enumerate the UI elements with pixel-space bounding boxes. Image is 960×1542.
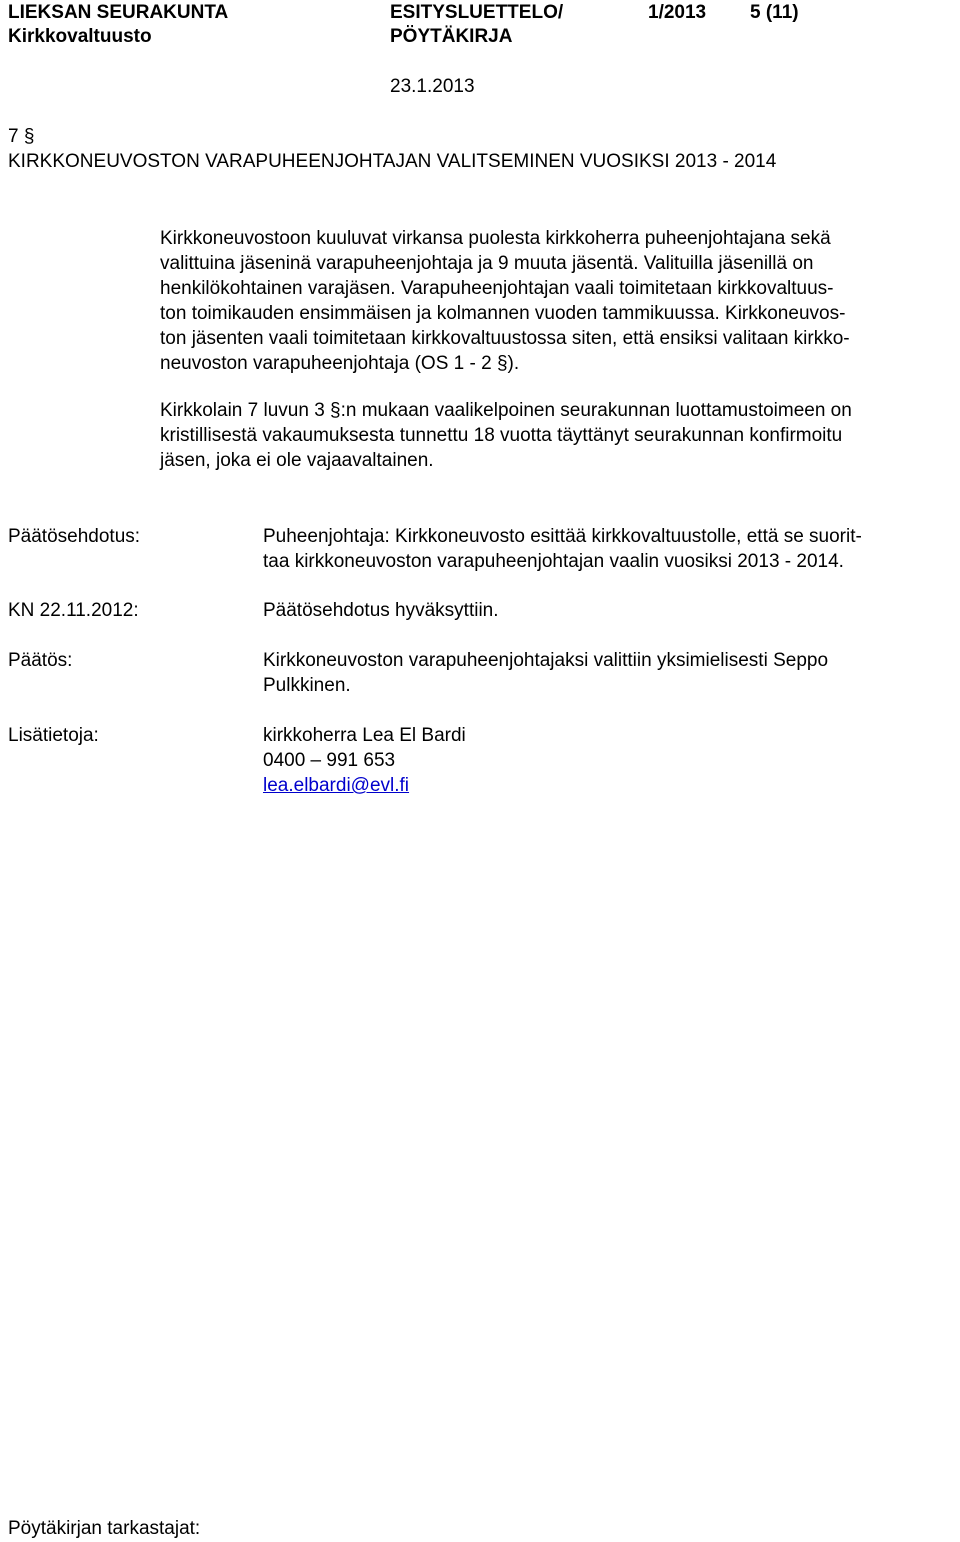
minutes-checkers-label: Pöytäkirjan tarkastajat: bbox=[8, 1518, 201, 1539]
kn-date-label: KN 22.11.2012: bbox=[8, 600, 139, 621]
meeting-number: 1/2013 bbox=[648, 2, 707, 23]
decision-line: Pulkkinen. bbox=[263, 675, 351, 696]
proposal-line: taa kirkkoneuvoston varapuheenjohtajan vaalin vuosiksi 2013 - 2014. bbox=[263, 551, 844, 572]
paragraph-line: neuvoston varapuheenjohtaja (OS 1 - 2 §). bbox=[160, 353, 520, 374]
body-paragraph-2 bbox=[160, 398, 954, 473]
decision-label: Päätös: bbox=[8, 650, 73, 671]
paragraph-line: ton jäsenten vaali toimitetaan kirkkovaltuustossa siten, että ensiksi valitaan kirkko- bbox=[160, 328, 850, 349]
body-paragraph-1 bbox=[160, 226, 954, 376]
contact-name: kirkkoherra Lea El Bardi bbox=[263, 725, 466, 746]
proposal-line: Puheenjohtaja: Kirkkoneuvosto esittää kirkkovaltuustolle, että se suorit- bbox=[263, 526, 862, 547]
section-number: 7 § bbox=[8, 126, 35, 147]
paragraph-line: henkilökohtainen varajäsen. Varapuheenjohtajan vaali toimitetaan kirkkovaltuus- bbox=[160, 278, 834, 299]
paragraph-line: Kirkkolain 7 luvun 3 §:n mukaan vaalikelpoinen seurakunnan luottamustoimeen on bbox=[160, 400, 852, 421]
additional-info-label: Lisätietoja: bbox=[8, 725, 99, 746]
paragraph-line: kristillisestä vakaumuksesta tunnettu 18 vuotta täyttänyt seurakunnan konfirmoitu bbox=[160, 425, 843, 446]
paragraph-line: Kirkkoneuvostoon kuuluvat virkansa puolesta kirkkoherra puheenjohtajana sekä bbox=[160, 228, 831, 249]
decision-line: Kirkkoneuvoston varapuheenjohtajaksi valittiin yksimielisesti Seppo bbox=[263, 650, 829, 671]
contact-email-link[interactable]: lea.elbardi@evl.fi bbox=[263, 775, 410, 796]
paragraph-line: ton toimikauden ensimmäisen ja kolmannen vuoden tammikuussa. Kirkkoneuvos- bbox=[160, 303, 846, 324]
proposal-label: Päätösehdotus: bbox=[8, 526, 141, 547]
page-number: 5 (11) bbox=[750, 2, 799, 23]
meeting-date: 23.1.2013 bbox=[390, 76, 475, 97]
document-type: ESITYSLUETTELO/ bbox=[390, 2, 564, 23]
decision-text bbox=[263, 648, 953, 698]
document-type-continued: PÖYTÄKIRJA bbox=[390, 26, 513, 47]
paragraph-line: valittuina jäseninä varapuheenjohtaja ja 9 muuta jäsentä. Valituilla jäsenillä on bbox=[160, 253, 814, 274]
proposal-text bbox=[263, 524, 953, 574]
section-title: KIRKKONEUVOSTON VARAPUHEENJOHTAJAN VALITSEMINEN VUOSIKSI 2013 - 2014 bbox=[8, 151, 777, 172]
paragraph-line: jäsen, joka ei ole vajaavaltainen. bbox=[160, 450, 434, 471]
contact-info bbox=[263, 723, 953, 798]
body-name: Kirkkovaltuusto bbox=[8, 26, 152, 47]
organization-name: LIEKSAN SEURAKUNTA bbox=[8, 2, 229, 23]
contact-phone: 0400 – 991 653 bbox=[263, 750, 396, 771]
kn-decision-text: Päätösehdotus hyväksyttiin. bbox=[263, 600, 499, 621]
